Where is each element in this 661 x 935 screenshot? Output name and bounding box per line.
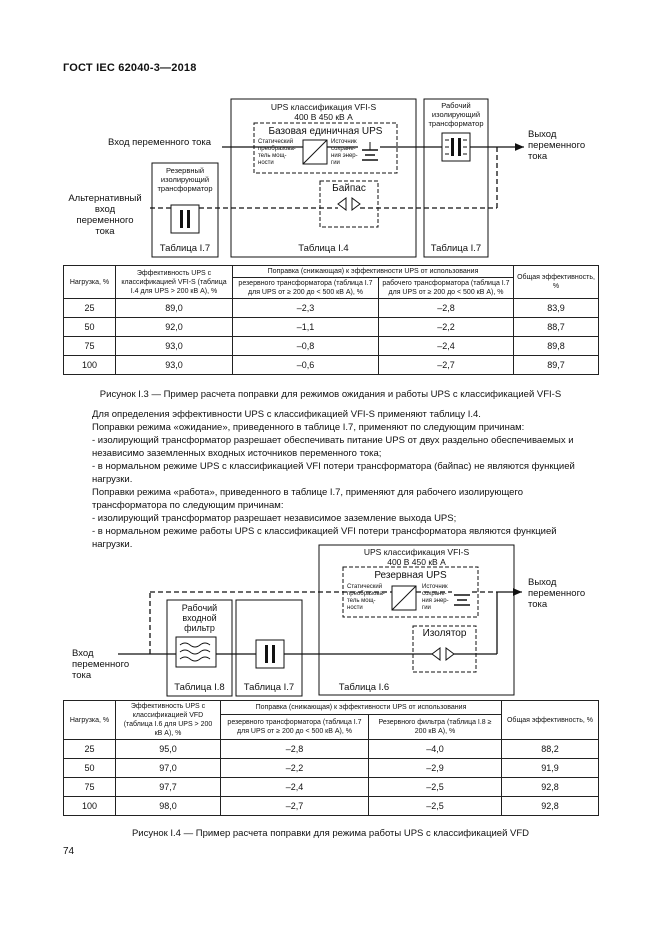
reserve-ups-label: Резервная UPS [374,570,447,581]
output-label: тока [528,599,548,610]
reserve-tr-label: изолирующий [160,175,210,184]
filter-label: входной [182,613,217,623]
vfd-rating: 400 В 450 кВ А [387,557,446,567]
table-cell: 25 [64,740,116,759]
table-cell: –1,1 [233,318,379,337]
table-cell: –4,0 [369,740,502,759]
efficiency-table-i4 [63,700,599,816]
table-cell: 93,0 [116,356,233,375]
output-label: переменного [528,140,586,151]
vfd-title: UPS классификация VFI-S [363,547,470,557]
table-cell: –2,8 [379,299,514,318]
page-header: ГОСТ IEC 62040-3—2018 [63,62,197,74]
paragraph: - изолирующий трансформатор разрешает обеспечивать питание UPS от двух раздельно обеспечиваемых и независимо заземленных входных источников переменного тока; [92,435,574,459]
table-cell: 92,8 [502,778,599,797]
col-header: Эффективность UPS с классификацией VFD (таблица I.6 для UPS > 200 кВ А), % [116,701,221,740]
input-ac-label: Вход [72,648,94,659]
vfi-rating: 400 В 450 кВ А [294,112,353,122]
table-cell: 83,9 [514,299,599,318]
static-conv-label: преобразова- [258,146,296,152]
table-cell: –2,4 [379,337,514,356]
col-header: Резервного фильтра (таблица I.8 ≥ 200 кВ А), % [369,715,502,740]
base-ups-label: Базовая единичная UPS [268,126,383,137]
output-label: Выход [528,577,557,588]
static-conv-label: тель мощ- [347,598,376,604]
table-cell: –2,2 [379,318,514,337]
output-label: Выход [528,129,557,140]
static-conv-label: ности [258,160,274,166]
paragraph: - в нормальном режиме UPS с классификацией VFI потери трансформатора (байпас) не являются функцией нагрузки. [92,461,575,485]
table-cell: 100 [64,797,116,816]
table-row [64,740,599,759]
col-header: рабочего трансформатора (таблица I.7 для UPS от ≥ 200 до < 500 кВ А), % [379,278,514,299]
table-cell: –2,2 [221,759,369,778]
table-cell: 92,0 [116,318,233,337]
table-cell: 92,8 [502,797,599,816]
alt-input-label: вход [94,204,116,215]
static-conv-label: преобразова- [347,591,385,597]
table-cell: –2,9 [369,759,502,778]
table-cell: –2,8 [221,740,369,759]
alt-input-label: тока [95,226,115,237]
working-tr-label: изолирующий [431,110,481,119]
filter-label: Рабочий [181,603,218,613]
table-cell: 75 [64,778,116,797]
input-ac-label: переменного [72,659,130,670]
input-ac-label: тока [72,670,92,681]
alt-input-label: переменного [76,215,134,226]
col-header: резервного трансформатора (таблица I.7 для UPS от ≥ 200 до < 500 кВ А), % [221,715,369,740]
energy-source-label: сохране- [331,146,356,152]
reserve-tr-label: Резервный [165,166,205,175]
table-l7-label: Таблица I.7 [243,682,295,693]
col-header: Общая эффективность, % [514,266,599,299]
bypass-label: Байпас [332,183,366,194]
table-l8-label: Таблица I.8 [174,682,225,693]
reserve-tr-label: трансформатор [157,184,213,193]
table-cell: –0,8 [233,337,379,356]
table-cell: –2,4 [221,778,369,797]
table-l7-label: Таблица I.7 [159,243,211,254]
table-cell: 88,2 [502,740,599,759]
paragraph: - в нормальном режиме работы UPS с классификацией VFI потери трансформатора являются функцией нагрузки. [92,526,557,550]
isolator-label: Изолятор [422,628,467,639]
table-cell: 50 [64,759,116,778]
col-header: Поправка (снижающая) к эффективности UPS от использования [233,266,514,278]
table-cell: 95,0 [116,740,221,759]
table-l7-label: Таблица I.7 [430,243,482,254]
table-cell: 50 [64,318,116,337]
filter-label: фильтр [184,623,215,633]
paragraph: - изолирующий трансформатор разрешает независимое заземление выхода UPS; [92,513,457,524]
col-header: Эффективность UPS с классификацией VFI-S (таблица I.4 для UPS > 200 кВ А), % [116,266,233,299]
table-l4-label: Таблица I.4 [298,243,349,254]
table-cell: 100 [64,356,116,375]
table-cell: 88,7 [514,318,599,337]
table-cell: 97,0 [116,759,221,778]
input-ac-label: Вход переменного тока [108,137,212,148]
figure-caption: Рисунок I.4 — Пример расчета поправки для режима работы UPS с классификацией VFD [131,828,530,839]
table-row [64,318,599,337]
energy-source-label: Источник [331,139,357,145]
efficiency-table-i3 [63,265,599,375]
transformer-icon [171,205,199,233]
energy-source-label: сохране- [422,591,447,597]
paragraph: Поправки режима «ожидание», приведенного в таблице I.7, применяют по следующим причинам: [92,422,525,433]
table-cell: 98,0 [116,797,221,816]
table-cell: 97,7 [116,778,221,797]
isolator-diode-icon [432,648,440,660]
table-row [64,299,599,318]
table-cell: 91,9 [502,759,599,778]
table-cell: –2,5 [369,797,502,816]
static-conv-label: ности [347,605,363,611]
col-header: Нагрузка, % [64,701,116,740]
col-header: резервного трансформатора (таблица I.7 для UPS от ≥ 200 до < 500 кВ А), % [233,278,379,299]
energy-source-label: ния энер- [331,153,358,159]
table-cell: –2,3 [233,299,379,318]
table-cell: 89,7 [514,356,599,375]
working-tr-label: Рабочий [441,101,471,110]
table-row [64,797,599,816]
transformer-icon [256,640,284,668]
table-cell: –2,7 [379,356,514,375]
table-cell: 89,8 [514,337,599,356]
output-label: переменного [528,588,586,599]
table-row [64,337,599,356]
bypass-diode-icon [338,198,346,210]
energy-source-label: гии [331,160,340,166]
alt-input-label: Альтернативный [68,193,142,204]
static-conv-label: Статический [347,584,383,590]
figure-caption: Рисунок I.3 — Пример расчета поправки для режимов ожидания и работы UPS с классификацией VFI-S [99,389,562,400]
col-header: Поправка (снижающая) к эффективности UPS от использования [221,701,502,715]
paragraph: Для определения эффективности UPS с классификацией VFI-S применяют таблицу I.4. [92,409,481,420]
paragraph: Поправки режима «работа», приведенного в таблице I.7, применяют для рабочего изолирующего трансформатора по следующим причинам: [92,487,523,511]
col-header: Нагрузка, % [64,266,116,299]
energy-source-label: Источник [422,584,448,590]
table-cell: –0,6 [233,356,379,375]
static-conv-label: Статический [258,139,294,145]
table-l6-label: Таблица I.6 [338,682,390,693]
energy-source-label: ния энер- [422,598,449,604]
output-label: тока [528,151,548,162]
table-cell: 93,0 [116,337,233,356]
table-row [64,356,599,375]
table-cell: –2,7 [221,797,369,816]
energy-source-label: гии [422,605,431,611]
col-header: Общая эффективность, % [502,701,599,740]
table-row [64,759,599,778]
table-cell: 25 [64,299,116,318]
page-number: 74 [63,846,75,857]
table-cell: 75 [64,337,116,356]
table-row [64,778,599,797]
vfi-title: UPS классификация VFI-S [270,102,377,112]
table-cell: –2,5 [369,778,502,797]
static-conv-label: тель мощ- [258,153,287,159]
working-tr-label: трансформатор [428,119,484,128]
table-cell: 89,0 [116,299,233,318]
